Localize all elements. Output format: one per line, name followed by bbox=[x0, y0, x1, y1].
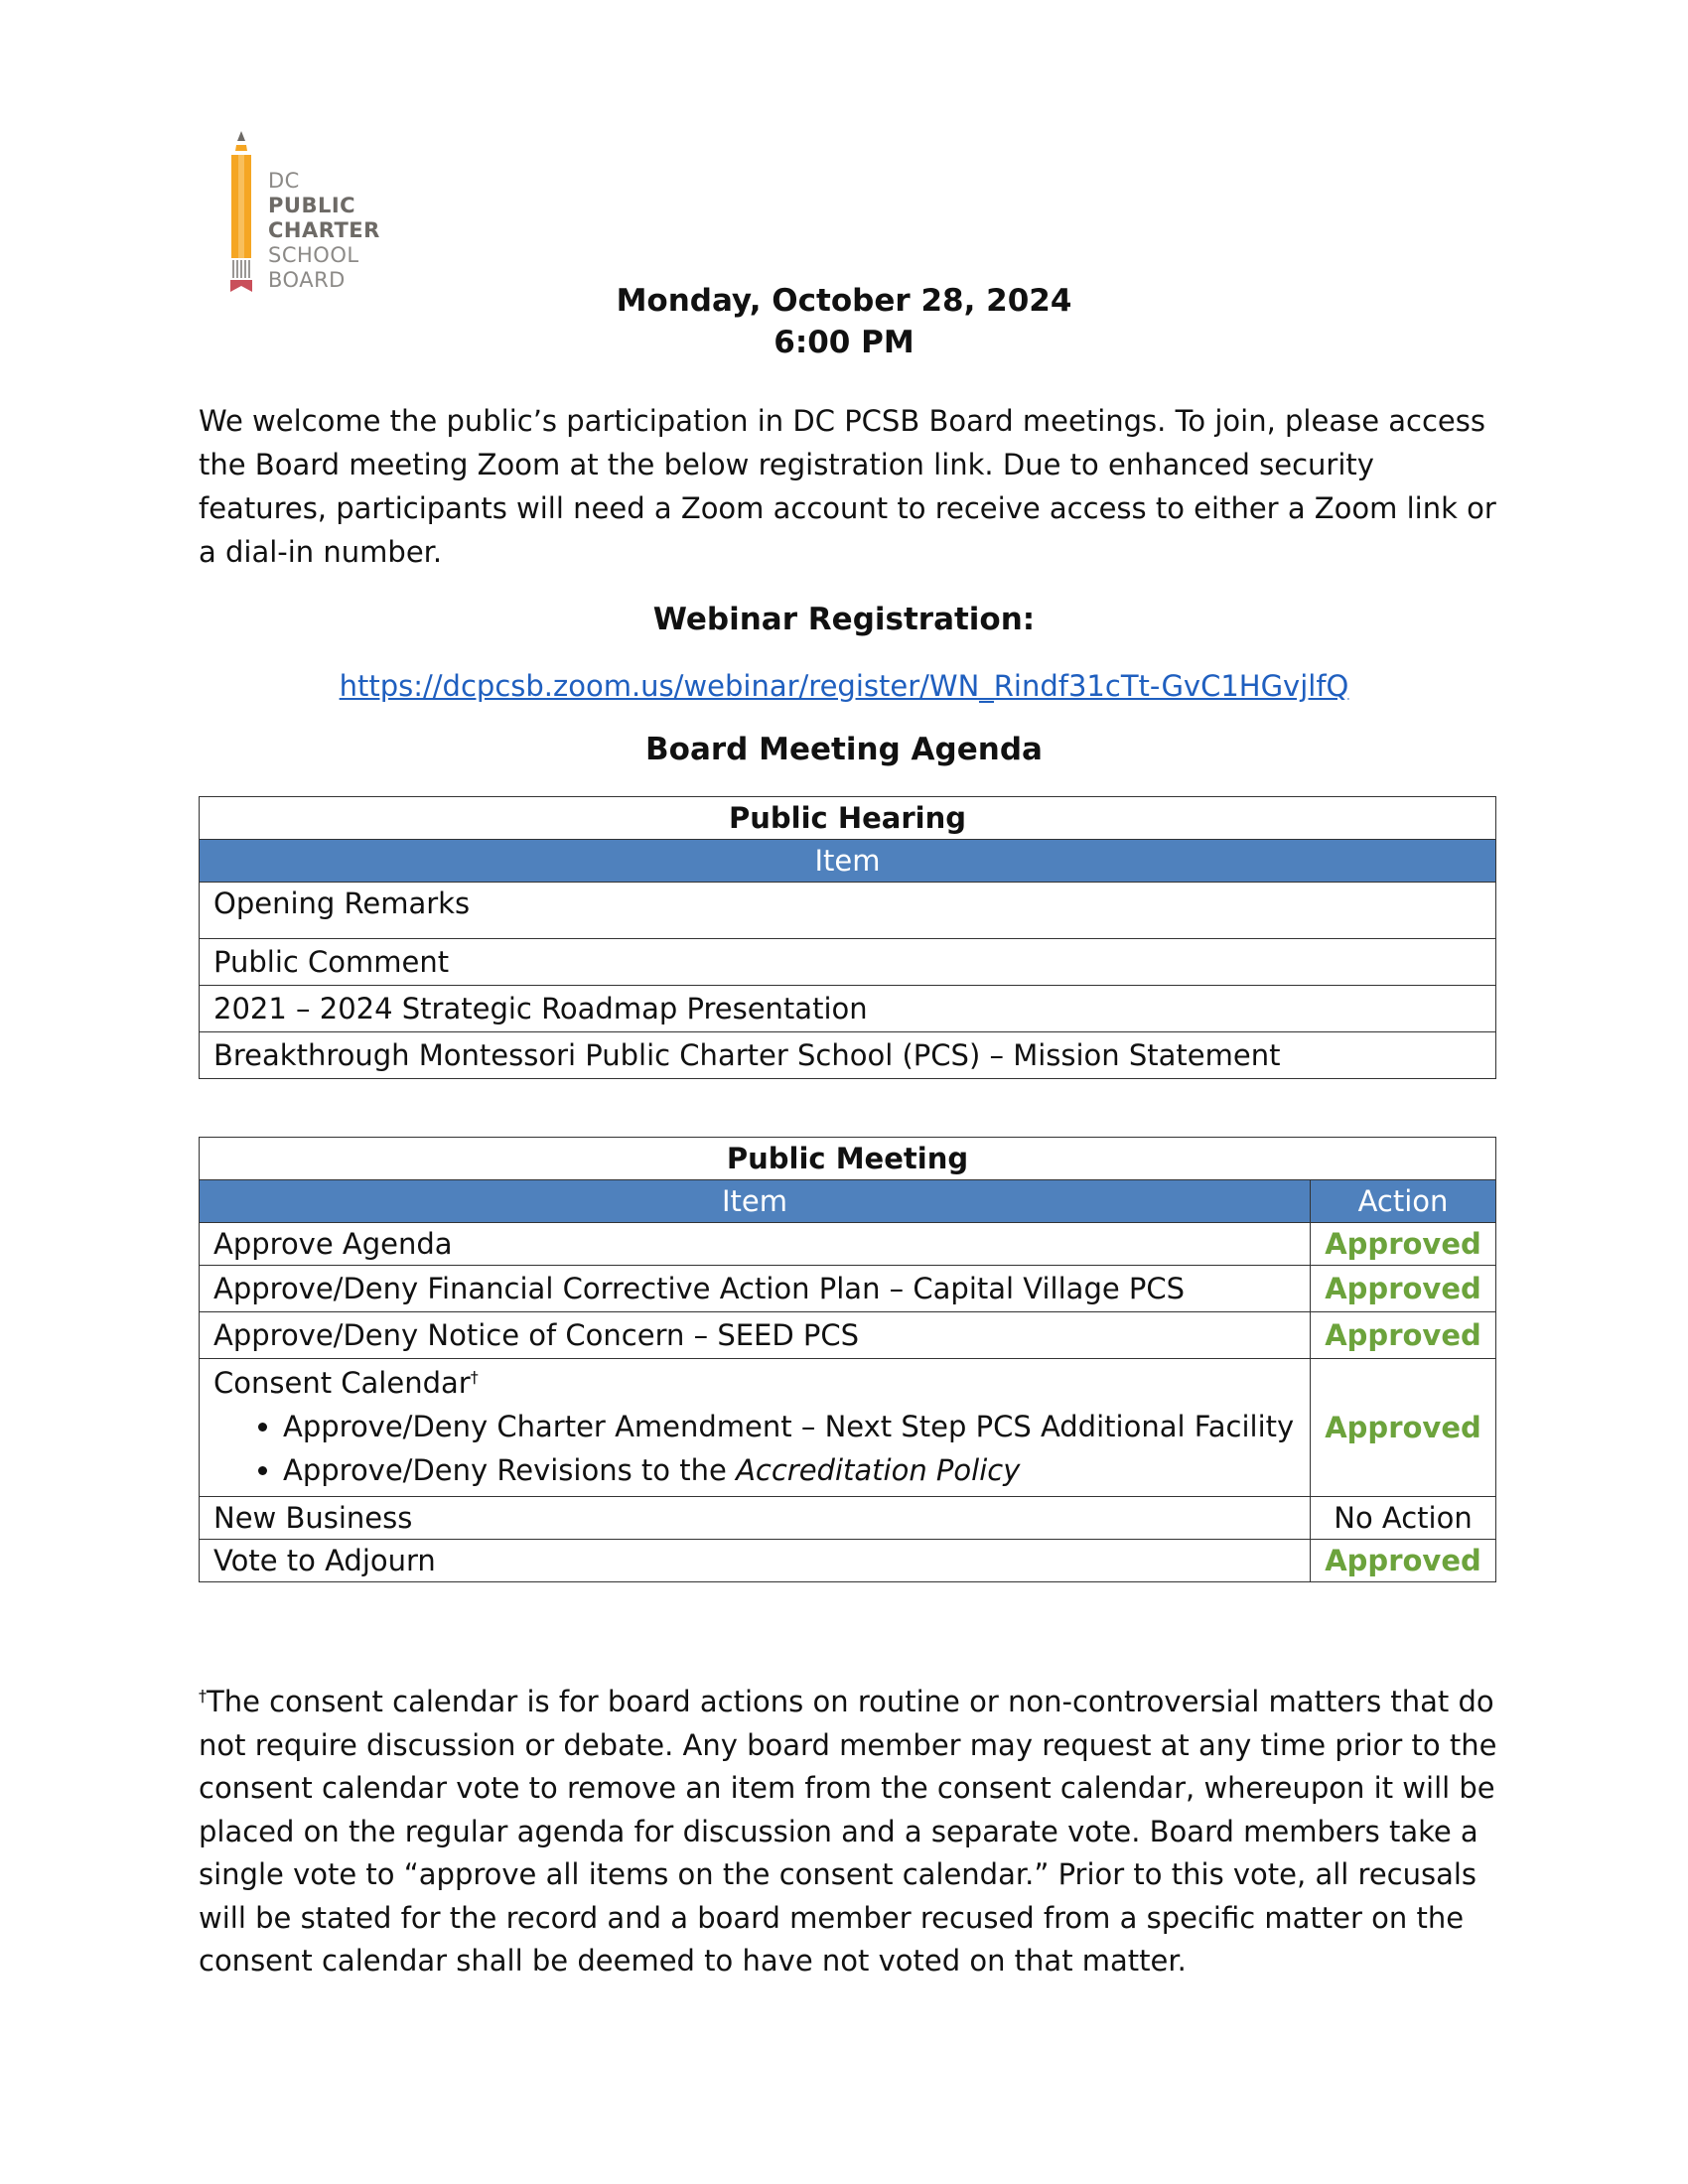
consent-calendar-footnote bbox=[199, 1681, 1499, 1983]
action-status: Approved bbox=[1311, 1359, 1496, 1497]
meeting-item: Approve Agenda bbox=[200, 1223, 1311, 1266]
footnote-text: The consent calendar is for board actions on routine or non-controversial matters that do not require discussion or debate. Any board member may request at any time prior to the consent calendar vote to remove an item from the consent calendar, whereupon it will be placed on the regular agenda for discussion and a separate vote. Board members take a single vote to “approve all items on the consent calendar.” Prior to this vote, all recusals will be stated for the record and a board member recused from a specific matter on the consent calendar shall be deemed to have not voted on that matter. bbox=[199, 1685, 1497, 1978]
table-row bbox=[200, 1359, 1496, 1497]
table-row bbox=[200, 1497, 1496, 1540]
action-status: Approved bbox=[1311, 1540, 1496, 1582]
action-status: Approved bbox=[1311, 1266, 1496, 1312]
table-row bbox=[200, 1032, 1496, 1079]
consent-item-text: Approve/Deny Revisions to the bbox=[283, 1453, 737, 1487]
public-meeting-action-header: Action bbox=[1311, 1180, 1496, 1223]
meeting-time: 6:00 PM bbox=[774, 325, 914, 360]
table-row bbox=[200, 1266, 1496, 1312]
public-hearing-title: Public Hearing bbox=[200, 797, 1496, 840]
table-row bbox=[200, 939, 1496, 986]
table-row bbox=[200, 883, 1496, 939]
logo-line-public: PUBLIC bbox=[268, 194, 356, 217]
logo-line-dc: DC bbox=[268, 169, 300, 193]
logo-line-charter: CHARTER bbox=[268, 218, 380, 242]
public-meeting-item-header: Item bbox=[200, 1180, 1311, 1223]
consent-calendar-cell bbox=[200, 1359, 1311, 1497]
table-row bbox=[200, 986, 1496, 1032]
table-row bbox=[200, 1540, 1496, 1582]
meeting-item: New Business bbox=[200, 1497, 1311, 1540]
table-row bbox=[200, 1223, 1496, 1266]
webinar-link-wrapper bbox=[0, 666, 1688, 706]
list-item bbox=[283, 1448, 1296, 1492]
meeting-item: Approve/Deny Notice of Concern – SEED PCS bbox=[200, 1312, 1311, 1359]
logo-line-board: BOARD bbox=[268, 268, 346, 292]
hearing-item: Public Comment bbox=[200, 939, 1496, 986]
webinar-heading: Webinar Registration: bbox=[652, 602, 1036, 637]
consent-calendar-label: Consent Calendar bbox=[213, 1366, 471, 1400]
agenda-heading: Board Meeting Agenda bbox=[645, 732, 1043, 767]
footnote-dagger: † bbox=[199, 1686, 207, 1706]
dc-pcsb-logo bbox=[226, 129, 405, 298]
action-status: Approved bbox=[1311, 1223, 1496, 1266]
hearing-item: Breakthrough Montessori Public Charter School (PCS) – Mission Statement bbox=[200, 1032, 1496, 1079]
meeting-item: Approve/Deny Financial Corrective Action Plan – Capital Village PCS bbox=[200, 1266, 1311, 1312]
consent-calendar-list bbox=[213, 1405, 1296, 1492]
public-hearing-table bbox=[199, 796, 1496, 1079]
meeting-date: Monday, October 28, 2024 bbox=[616, 283, 1072, 319]
public-meeting-title: Public Meeting bbox=[200, 1138, 1496, 1180]
list-item bbox=[283, 1405, 1296, 1448]
action-status: Approved bbox=[1311, 1312, 1496, 1359]
action-status: No Action bbox=[1311, 1497, 1496, 1540]
consent-item-text: Approve/Deny Charter Amendment – Next Step PCS Additional Facility bbox=[283, 1410, 1295, 1443]
meeting-datetime bbox=[0, 280, 1688, 363]
public-hearing-item-header: Item bbox=[200, 840, 1496, 883]
webinar-registration-link[interactable]: https://dcpcsb.zoom.us/webinar/register/WN_Rindf31cTt-GvC1HGvjlfQ bbox=[339, 669, 1349, 703]
logo-wordmark bbox=[268, 169, 380, 293]
pencil-icon bbox=[226, 129, 256, 298]
logo-line-school: SCHOOL bbox=[268, 243, 359, 267]
hearing-item: 2021 – 2024 Strategic Roadmap Presentation bbox=[200, 986, 1496, 1032]
table-row bbox=[200, 1312, 1496, 1359]
intro-paragraph: We welcome the public’s participation in DC PCSB Board meetings. To join, please access the Board meeting Zoom at the below registration link. Due to enhanced security features, participants will need a Zoom account to receive access to either a Zoom link or a dial-in number. bbox=[199, 404, 1496, 569]
policy-name: Accreditation Policy bbox=[736, 1453, 1021, 1487]
meeting-item: Vote to Adjourn bbox=[200, 1540, 1311, 1582]
hearing-item: Opening Remarks bbox=[200, 883, 1496, 939]
public-meeting-table bbox=[199, 1137, 1496, 1582]
dagger-mark: † bbox=[470, 1367, 479, 1387]
